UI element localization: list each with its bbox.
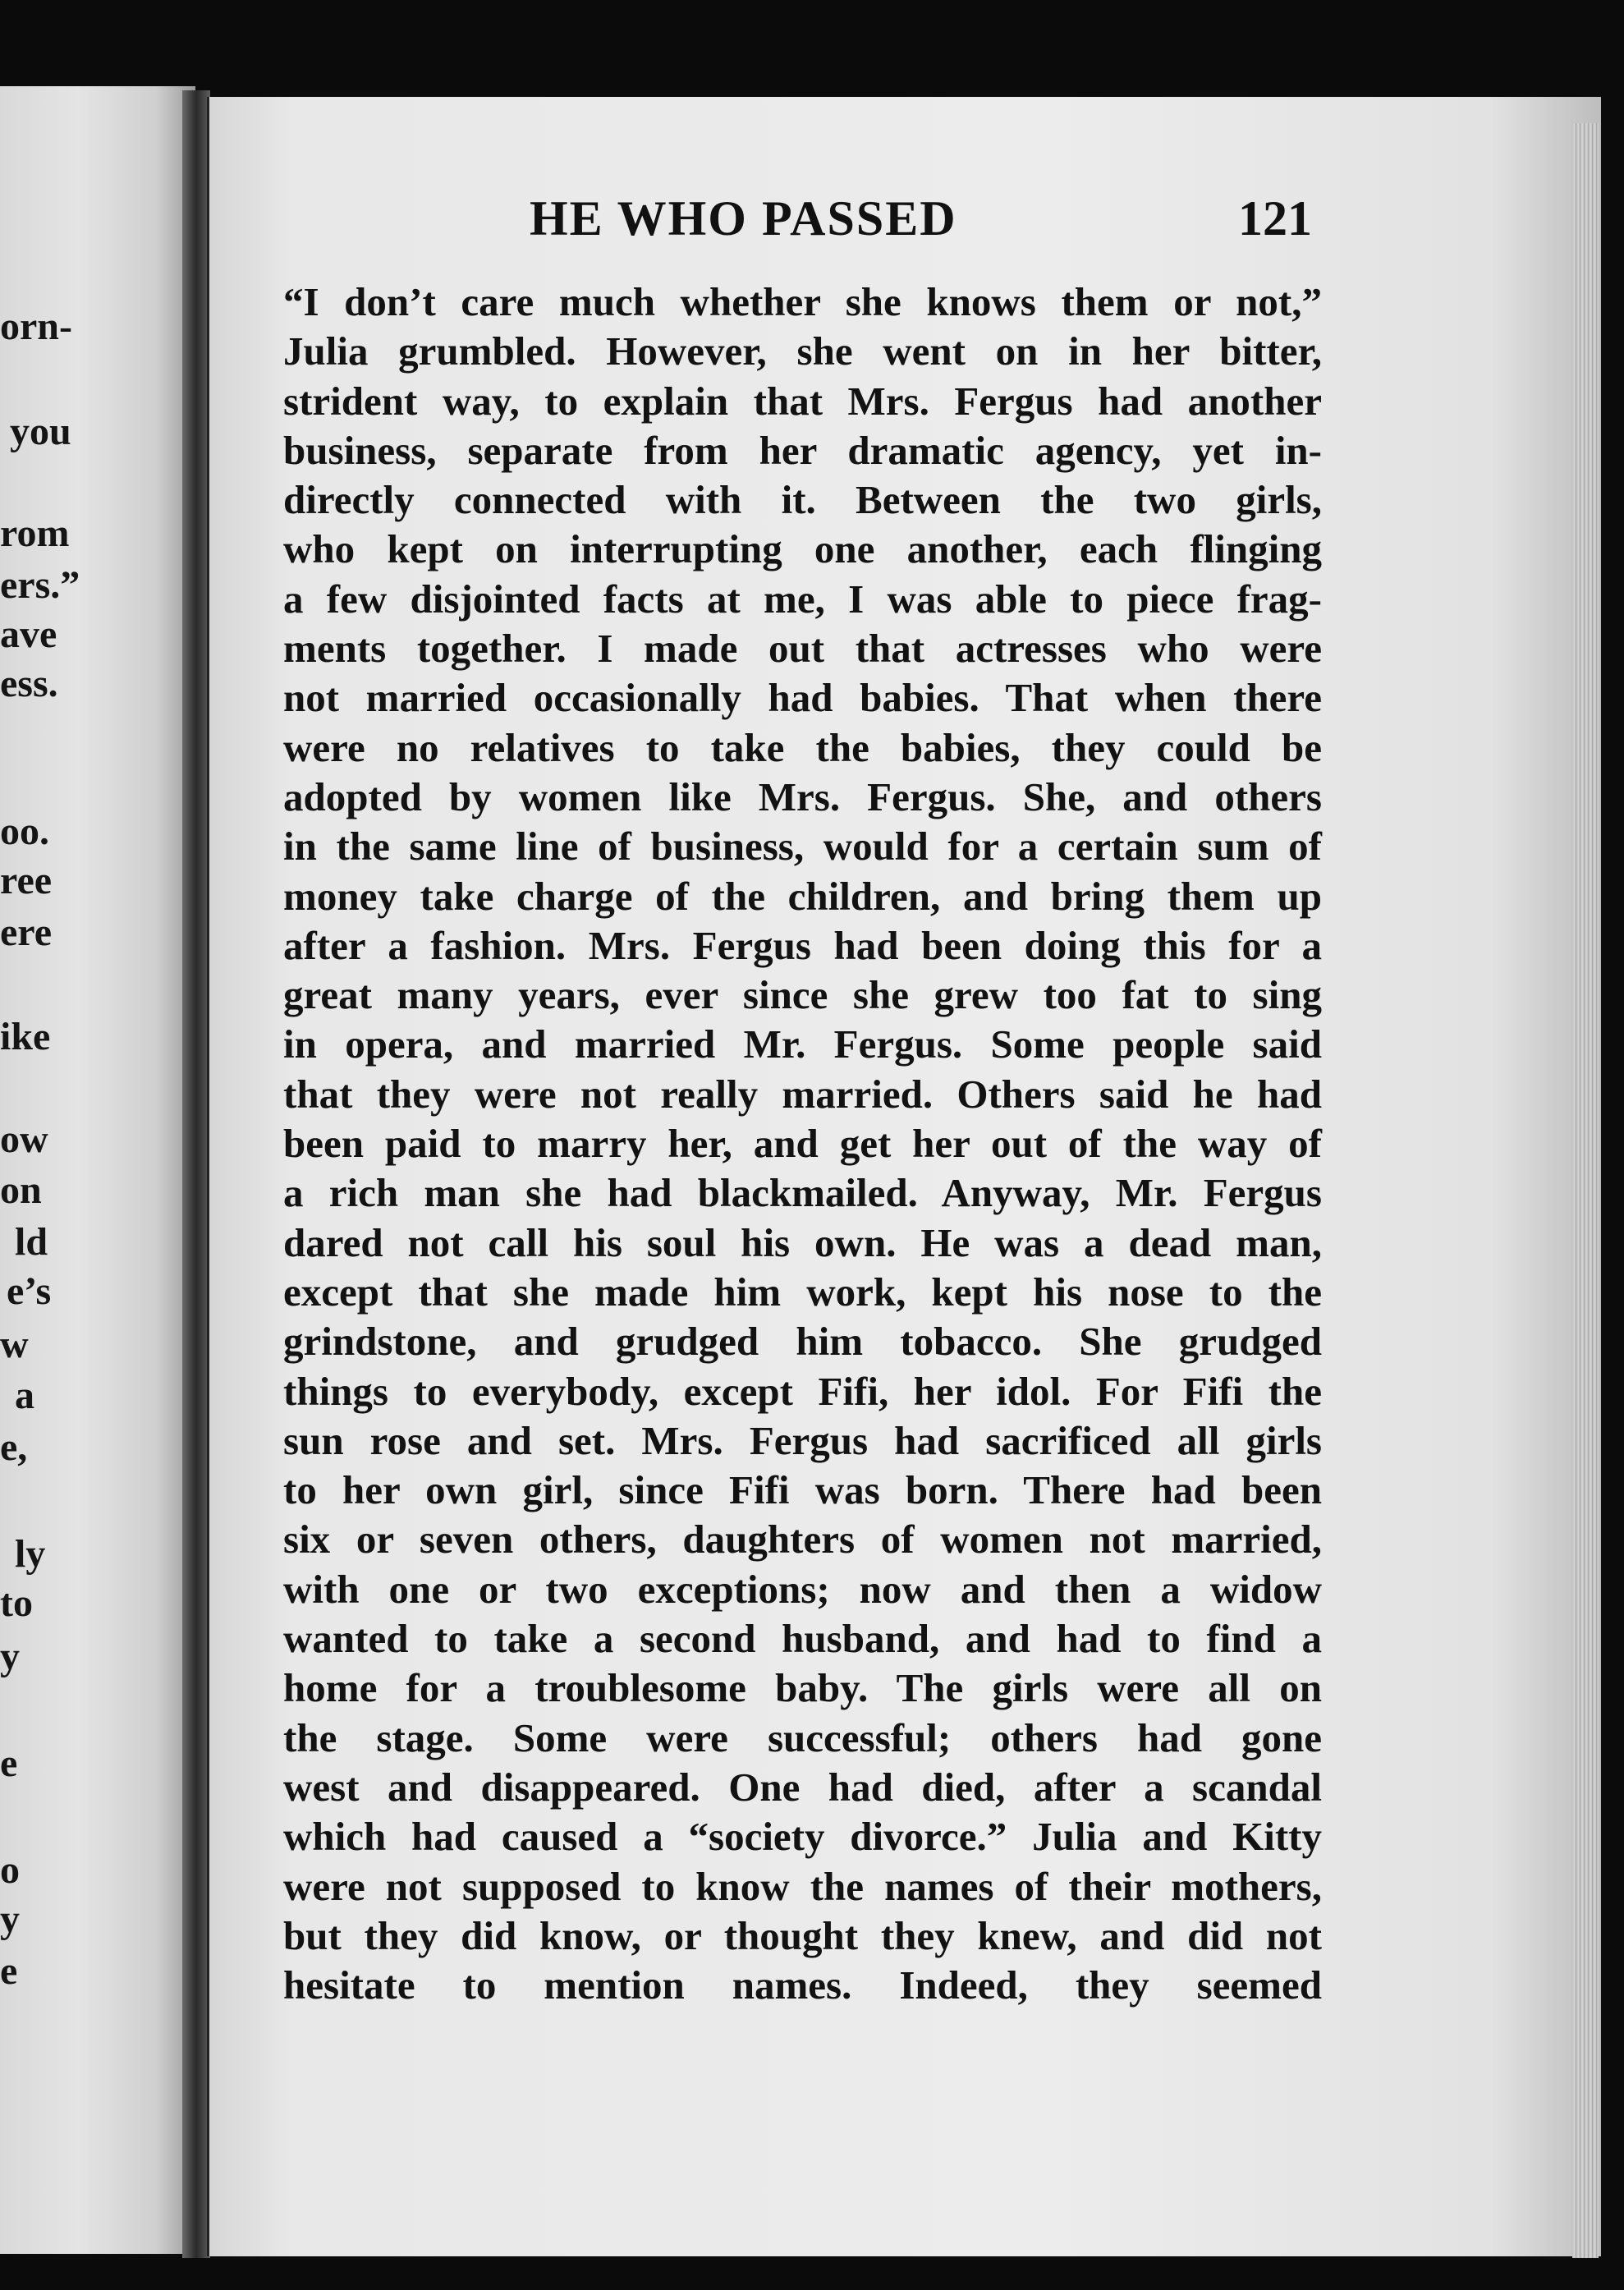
text-line: with one or two exceptions; now and then a widow <box>283 1566 1322 1612</box>
text-line: to her own girl, since Fifi was born. There had been <box>283 1467 1322 1513</box>
text-line: ments together. I made out that actresses who were <box>283 626 1322 672</box>
left-page-text-fragment: w <box>0 1323 29 1366</box>
left-page-text-fragment: rom <box>0 512 70 555</box>
left-page-text-fragment: oo. <box>0 810 49 853</box>
text-line: in the same line of business, would for a certain sum of <box>283 824 1322 870</box>
text-line: Julia grumbled. However, she went on in her bitter, <box>283 328 1322 374</box>
text-line: strident way, to explain that Mrs. Fergus had another <box>283 378 1322 424</box>
body-text <box>283 278 1322 2010</box>
left-page-text-fragment: e’s <box>7 1269 52 1313</box>
page-number: 121 <box>1238 191 1312 246</box>
left-page-text-fragment: ess. <box>0 662 58 705</box>
left-page-text-fragment: ld <box>15 1220 48 1264</box>
left-page-text-fragment: e <box>0 1949 18 1993</box>
text-line: business, separate from her dramatic agency, yet in- <box>283 427 1322 473</box>
left-page-text-fragment: e, <box>0 1425 28 1469</box>
text-line: west and disappeared. One had died, after a scandal <box>283 1764 1322 1810</box>
text-line: home for a troublesome baby. The girls were all on <box>283 1665 1322 1711</box>
running-head: HE WHO PASSED <box>530 191 957 246</box>
text-line: except that she made him work, kept his nose to the <box>283 1269 1322 1315</box>
left-page-text-fragment: y <box>0 1635 20 1678</box>
text-line: who kept on interrupting one another, each flinging <box>283 526 1322 572</box>
text-line: a few disjointed facts at me, I was able to piece frag- <box>283 576 1322 622</box>
text-line: that they were not really married. Others said he had <box>283 1071 1322 1117</box>
text-line: sun rose and set. Mrs. Fergus had sacrificed all girls <box>283 1417 1322 1463</box>
text-line: wanted to take a second husband, and had to find a <box>283 1616 1322 1662</box>
left-page-text-fragment: you <box>10 410 71 453</box>
page-edge <box>1572 123 1599 2258</box>
text-line: were not supposed to know the names of their mothers, <box>283 1863 1322 1909</box>
text-line: things to everybody, except Fifi, her idol. For Fifi the <box>283 1368 1322 1414</box>
text-line: were no relatives to take the babies, they could be <box>283 724 1322 770</box>
text-line: dared not call his soul his own. He was a dead man, <box>283 1219 1322 1265</box>
text-line: money take charge of the children, and bring them up <box>283 873 1322 919</box>
left-page-text-fragment: ly <box>15 1532 46 1576</box>
left-page-text-fragment: o <box>0 1848 20 1892</box>
left-page-text-fragment: ike <box>0 1015 51 1058</box>
left-page-text-fragment: a <box>15 1374 34 1417</box>
text-line: in opera, and married Mr. Fergus. Some people said <box>283 1021 1322 1067</box>
text-line: the stage. Some were successful; others had gone <box>283 1714 1322 1760</box>
left-page-text-fragment: on <box>0 1168 42 1212</box>
text-line: directly connected with it. Between the two girls, <box>283 477 1322 523</box>
book-gutter <box>182 90 210 2258</box>
text-line: but they did know, or thought they knew, and did not <box>283 1912 1322 1958</box>
text-line: adopted by women like Mrs. Fergus. She, and others <box>283 773 1322 819</box>
left-page-text-fragment: to <box>0 1581 33 1625</box>
left-page-text-fragment: ave <box>0 613 57 656</box>
text-line: six or seven others, daughters of women not married, <box>283 1517 1322 1563</box>
left-page-text-fragment: orn- <box>0 305 72 348</box>
text-line: been paid to marry her, and get her out of the way of <box>283 1121 1322 1167</box>
text-line: great many years, ever since she grew too fat to sing <box>283 972 1322 1018</box>
text-line: “I don’t care much whether she knows them or not,” <box>283 279 1322 324</box>
left-page-text-fragment: e <box>0 1742 18 1785</box>
left-page-text-fragment: y <box>0 1898 20 1941</box>
text-line: grindstone, and grudged him tobacco. She grudged <box>283 1319 1322 1365</box>
left-page-fragment <box>0 86 195 2254</box>
text-line: which had caused a “society divorce.” Julia and Kitty <box>283 1814 1322 1860</box>
text-line: not married occasionally had babies. That when there <box>283 675 1322 721</box>
text-line: hesitate to mention names. Indeed, they seemed <box>283 1962 1322 2008</box>
left-page-text-fragment: ree <box>0 859 53 902</box>
text-line: a rich man she had blackmailed. Anyway, Mr. Fergus <box>283 1170 1322 1216</box>
left-page-text-fragment: ers.” <box>0 563 80 607</box>
left-page-text-fragment: ere <box>0 911 53 954</box>
left-page-text-fragment: ow <box>0 1117 48 1161</box>
text-line: after a fashion. Mrs. Fergus had been doing this for a <box>283 922 1322 968</box>
